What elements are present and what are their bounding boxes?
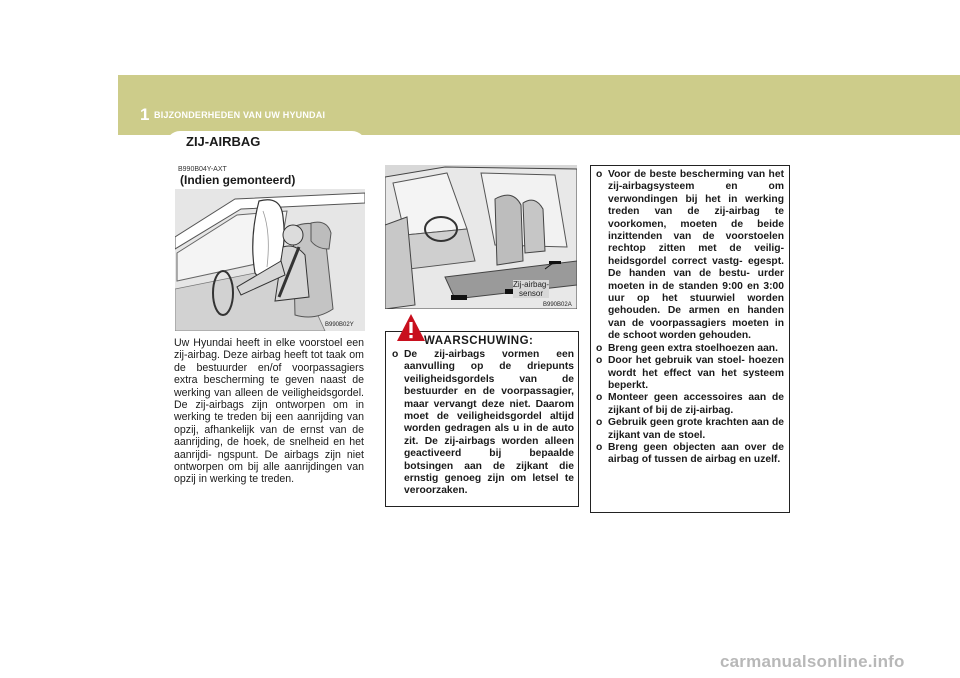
bullet-mark: o <box>596 355 603 367</box>
chapter-number: 1 <box>140 105 150 124</box>
bullet-mark: o <box>596 441 603 453</box>
list-item-text: Breng geen objecten aan over de airbag of tussen de airbag en uzelf. <box>608 441 784 466</box>
car-interior-illustration <box>385 165 577 309</box>
side-airbag-drawing <box>175 189 365 331</box>
bullet-mark: o <box>596 392 603 404</box>
sensor-label-line1: Zij-airbag- <box>513 280 550 289</box>
chapter-title: BIJZONDERHEDEN VAN UW HYUNDAI <box>154 110 326 120</box>
figure-code: B990B02Y <box>325 322 354 328</box>
sensor-label <box>513 280 549 298</box>
list-item-text: Door het gebruik van stoel- hoezen wordt het effect van het systeem beperkt. <box>608 355 784 391</box>
list-item <box>596 442 784 467</box>
intro-paragraph: Uw Hyundai heeft in elke voorstoel een zij-airbag. Deze airbag heeft tot taak om de bestuurder en/of voorpassagiers extra bescherming te geven naast de werking van alleen de veiligheidsgordel. De zij-airbags zijn ontworpen om in werking te treden bij een aanrijding van opzij, afhankelijk van de ernst van de aanrijding, de hoek, de snelheid en het aanrijdi- ngspunt. De airbags zijn niet ontworpen om bij alle aanrijdingen van opzij in werking te treden. <box>174 337 364 486</box>
warning-title: WAARSCHUWING: <box>424 335 534 347</box>
list-item-text: Voor de beste bescherming van het zij-airbagsysteem en om verwondingen bij het in werking treden van de zij-airbag te voorkomen, moeten de beide inzittenden van de voorstoelen rechtop zitten met de veilig- heidsgordel correct vastg- egespt. De handen van de bestu- urder moeten in de standen 9:00 en 3:00 uur op het stuurwiel worden gehouden. De armen en handen van de voorpassagiers moeten in de schoot worden gehouden. <box>608 169 784 342</box>
warning-triangle-icon <box>396 313 426 343</box>
side-airbag-illustration <box>175 189 365 331</box>
warning-item <box>392 349 574 498</box>
list-item <box>596 343 784 355</box>
sensor-label-line2: sensor <box>519 289 544 298</box>
bullet-mark: o <box>596 342 603 354</box>
warning-item-text: De zij-airbags vormen een aanvulling op de driepunts veiligheidsgordels van de bestuurder en de voorpassagier, maar vervangt deze niet. Daarom moet de veiligheidsgordel altijd worden gedragen als u in de auto zit. De zij-airbags worden alleen geactiveerd bij bepaalde botsingen aan de zijkant die ernstig genoeg zijn om letsel te veroorzaken. <box>404 349 574 497</box>
list-item <box>596 169 784 343</box>
list-item <box>596 392 784 417</box>
section-subtitle: (Indien gemonteerd) <box>180 173 296 187</box>
reference-code: B990B04Y-AXT <box>178 166 227 173</box>
bullet-mark: o <box>596 417 603 429</box>
bullet-mark: o <box>596 169 603 180</box>
site-watermark: carmanualsonline.info <box>720 652 905 671</box>
section-title: ZIJ-AIRBAG <box>186 134 261 149</box>
figure-code: B990B02A <box>543 302 572 308</box>
warning-list <box>392 349 574 498</box>
list-item <box>596 355 784 392</box>
page-number: 44 <box>126 138 139 150</box>
list-item-text: Monteer geen accessoires aan de zijkant of bij de zij-airbag. <box>608 392 784 416</box>
precautions-list <box>596 169 784 467</box>
header-band <box>118 75 960 135</box>
list-item <box>596 417 784 442</box>
list-item-text: Breng geen extra stoelhoezen aan. <box>608 342 778 354</box>
list-item-text: Gebruik geen grote krachten aan de zijkant van de stoel. <box>608 417 784 441</box>
bullet-mark: o <box>392 349 399 360</box>
